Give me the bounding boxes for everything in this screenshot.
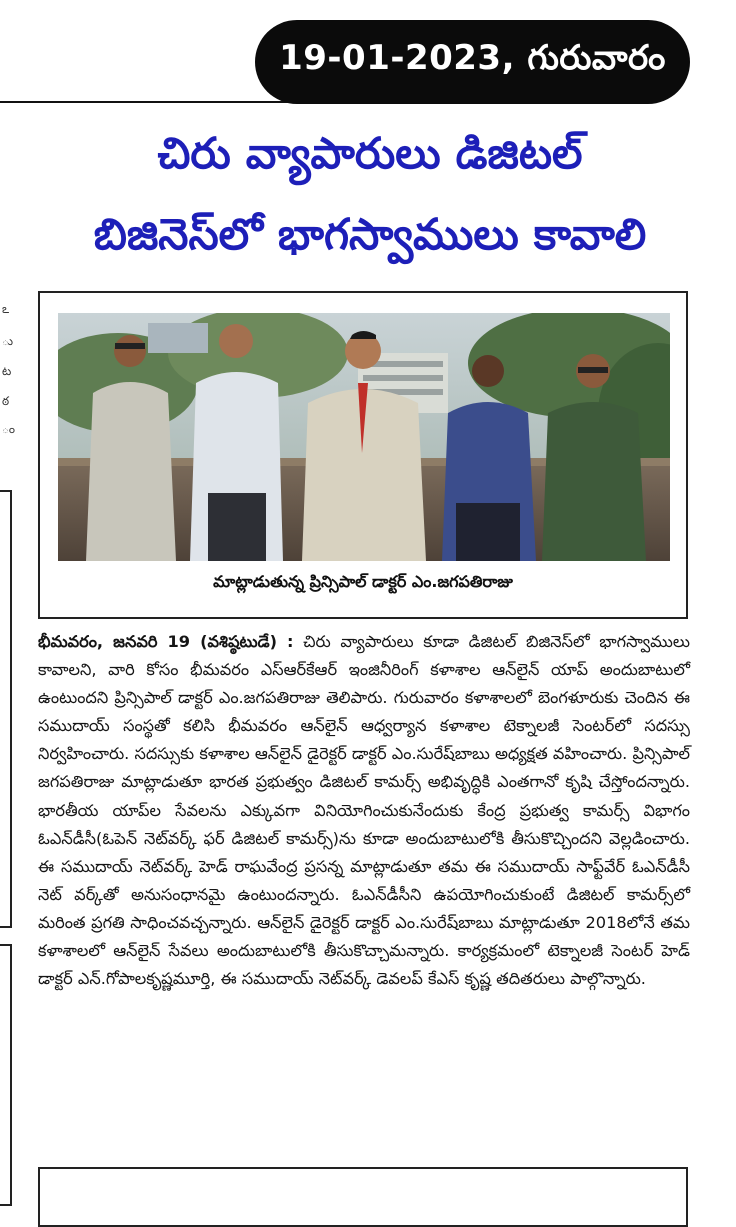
date-badge xyxy=(255,20,690,104)
adjacent-column-border xyxy=(0,490,12,928)
headline-line-2: బిజినెస్‌లో భాగస్వాములు కావాలి xyxy=(93,210,647,260)
margin-fragment: ు xyxy=(2,334,14,348)
margin-fragment: ఽ xyxy=(2,302,10,316)
group-photo-illustration xyxy=(58,313,670,561)
next-article-frame xyxy=(38,1167,688,1227)
photo-frame xyxy=(38,291,688,619)
date-text: 19-01-2023, గురువారం xyxy=(279,38,666,78)
header-rule xyxy=(0,101,300,103)
photo-caption: మాట్లాడుతున్న ప్రిన్సిపాల్ డాక్టర్ ఎం.జగపతిరాజు xyxy=(213,572,513,591)
article-body xyxy=(38,628,690,993)
headline-line-1: చిరు వ్యాపారులు డిజిటల్ xyxy=(157,129,583,179)
margin-fragment: ం xyxy=(2,422,16,436)
group-photo xyxy=(58,313,670,561)
article-text: చిరు వ్యాపారులు కూడా డిజిటల్ బిజినెస్‌లో భాగస్వాములు కావాలని, వారి కోసం భీమవరం ఎస్ఆర్‌కేఆర్ ఇంజినీరింగ్ కళాశాల ఆన్‌లైన్ యాప్ అందుబాటులో ఉంటుందని ప్రిన్సిపాల్ డాక్టర్ ఎం.జగపతిరాజు తెలిపారు. గురువారం కళాశాలలో బెంగళూరుకు చెందిన ఈ సముదాయ్ సంస్థతో కలిసి భీమవరం ఆన్‌లైన్ ఆధ్వర్యాన కళాశాల టెక్నాలజీ సెంటర్‌లో సదస్సు నిర్వహించారు. సదస్సుకు కళాశాల ఆన్‌లైన్ డైరెక్టర్ డాక్టర్ ఎం.సురేష్‌బాబు అధ్యక్షత వహించారు. ప్రిన్సిపాల్ జగపతిరాజు మాట్లాడుతూ భారత ప్రభుత్వం డిజిటల్ కామర్స్ అభివృద్ధికి ఎంతగానో కృషి చేస్తోందన్నారు. భారతీయ యాప్‌ల సేవలను ఎక్కువగా వినియోగించుకునేందుకు కేంద్ర ప్రభుత్వ కామర్స్ విభాగం ఓఎన్‌డీసీ(ఓపెన్ నెట్‌వర్క్ ఫర్ డిజిటల్ కామర్స్)ను కూడా అందుబాటులోకి తీసుకొచ్చిందని వెల్లడించారు. ఈ సముదాయ్ నెట్‌వర్క్ హెడ్ రాఘవేంద్ర ప్రసన్న మాట్లాడుతూ తమ ఈ సముదాయ్ సాఫ్ట్‌వేర్ ఓఎన్‌డీసీ నెట్ వర్క్‌తో అనుసంధానమై ఉంటుందన్నారు. ఓఎన్‌డీసీని ఉపయోగించుకుంటే డిజిటల్ కామర్స్‌లో మరింత ప్రగతి సాధించవచ్చన్నారు. ఆన్‌లైన్ డైరెక్టర్ డాక్టర్ ఎం.సురేష్‌బాబు మాట్లాడుతూ 2018లోనే తమ కళాశాలలో ఆన్‌లైన్ సేవలు అందుబాటులోకి తీసుకొచ్చామన్నారు. కార్యక్రమంలో టెక్నాలజీ సెంటర్ హెడ్ డాక్టర్ ఎన్.గోపాలకృష్ణమూర్తి, ఈ సముదాయ్ నెట్‌వర్క్ డెవలప్ కేఎస్ కృష్ణ తదితరులు పాల్గొన్నారు. xyxy=(38,632,690,989)
article-dateline: భీమవరం, జనవరి 19 (వశిష్ఠటుడే) : xyxy=(38,632,294,651)
adjacent-column-border xyxy=(0,944,12,1206)
margin-fragment: ఠ xyxy=(2,394,10,408)
margin-fragment: ట xyxy=(2,364,12,378)
